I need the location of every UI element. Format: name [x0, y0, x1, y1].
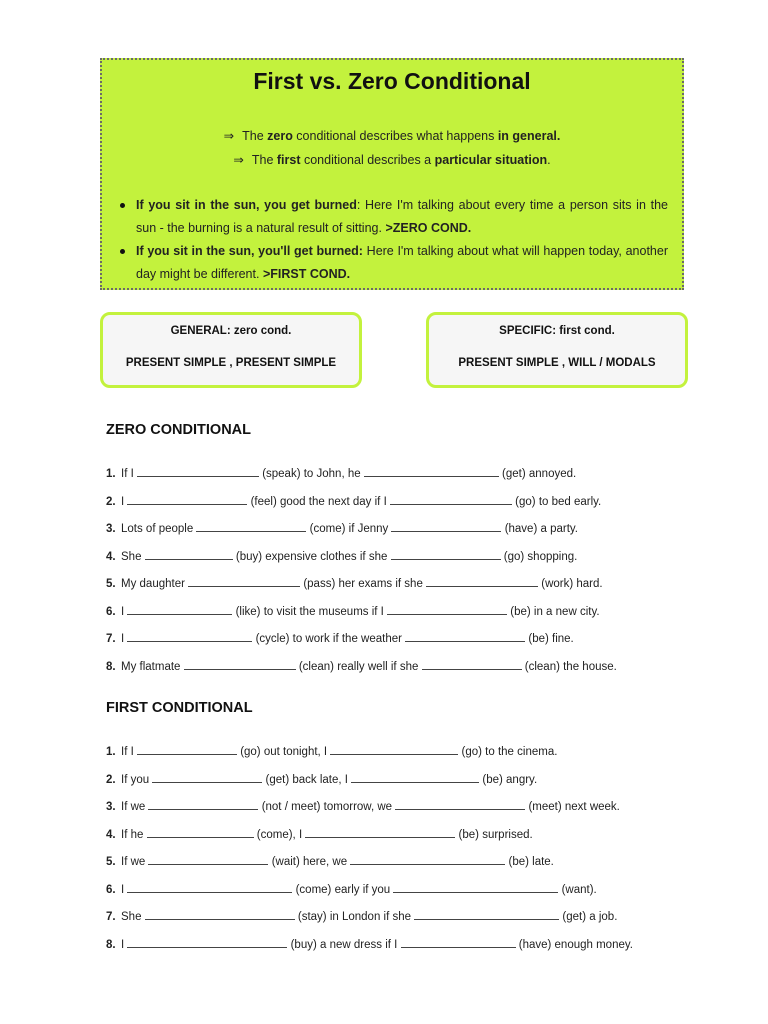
answer-blank[interactable] [395, 797, 525, 810]
exercise-number: 8. [106, 660, 116, 673]
answer-blank[interactable] [393, 880, 558, 893]
example-sentence: If you sit in the sun, you get burned [136, 198, 357, 212]
exercise-text: (cycle) to work if the weather [255, 633, 406, 645]
answer-blank[interactable] [364, 464, 499, 477]
answer-blank[interactable] [127, 880, 292, 893]
definition-text: . [547, 153, 551, 167]
answer-blank[interactable] [184, 657, 296, 670]
answer-blank[interactable] [390, 492, 512, 505]
exercise-text: If I [121, 468, 134, 480]
exercise-text: Lots of people [121, 523, 194, 535]
answer-blank[interactable] [305, 825, 455, 838]
exercise-text: (not / meet) tomorrow, we [261, 801, 396, 813]
answer-blank[interactable] [351, 770, 479, 783]
exercise-text: If he [121, 828, 147, 841]
bullet-icon [120, 249, 125, 254]
rule-box-general [100, 312, 362, 388]
exercise-text: I [121, 495, 128, 508]
example-explanation: : Here I'm talking about every time a person sits in the sun - the burning is a natural result of sitting. [136, 198, 668, 235]
header-box [100, 58, 684, 290]
exercise-text: (buy) expensive clothes if she [235, 550, 388, 563]
exercise-number: 7. [106, 633, 116, 645]
definition-text: conditional describes a [300, 153, 435, 167]
bullet-icon [120, 203, 125, 208]
answer-blank[interactable] [127, 629, 252, 642]
exercise-text: (be) in a new city. [510, 605, 600, 618]
section-heading-zero: ZERO CONDITIONAL [106, 422, 251, 438]
exercise-number: 5. [106, 856, 116, 868]
exercise-number: 4. [106, 828, 116, 841]
exercise-item [106, 489, 676, 517]
exercise-text: (have) enough money. [518, 938, 633, 951]
answer-blank[interactable] [196, 519, 306, 532]
answer-blank[interactable] [387, 602, 507, 615]
exercise-text: I [121, 883, 128, 896]
answer-blank[interactable] [414, 907, 559, 920]
exercise-text: If we [121, 856, 149, 868]
exercise-item [106, 849, 676, 877]
exercise-number: 4. [106, 550, 116, 563]
answer-blank[interactable] [127, 602, 232, 615]
exercise-text: (meet) next week. [528, 801, 620, 813]
definition-text: The [251, 153, 277, 167]
exercise-text: (like) to visit the museums if I [235, 605, 388, 618]
arrow-right-icon: ⇒ [233, 153, 244, 167]
answer-blank[interactable] [330, 742, 458, 755]
arrow-right-icon: ⇒ [223, 129, 235, 143]
answer-blank[interactable] [152, 770, 262, 783]
answer-blank[interactable] [426, 574, 538, 587]
exercise-text: (pass) her exams if she [303, 578, 423, 590]
exercise-number: 3. [106, 801, 116, 813]
rule-box-title: SPECIFIC: first cond. [499, 325, 615, 337]
exercise-text: (wait) here, we [271, 856, 351, 868]
exercise-number: 7. [106, 911, 116, 923]
exercise-text: (speak) to John, he [262, 468, 361, 480]
exercise-item [106, 599, 676, 627]
exercise-text: (feel) good the next day if I [250, 495, 387, 508]
example-bullets [120, 194, 668, 286]
exercise-text: My flatmate [121, 660, 181, 673]
exercise-text: (be) fine. [528, 633, 574, 645]
definition-text: conditional describes what happens [292, 129, 498, 143]
answer-blank[interactable] [405, 629, 525, 642]
exercise-number: 8. [106, 938, 116, 951]
exercise-text: (get) annoyed. [502, 468, 577, 480]
exercise-number: 1. [106, 746, 116, 758]
answer-blank[interactable] [391, 519, 501, 532]
exercise-list-zero [106, 461, 676, 681]
rule-box-form: PRESENT SIMPLE , WILL / MODALS [458, 357, 656, 369]
exercise-number: 3. [106, 523, 116, 535]
exercise-text: (get) back late, I [265, 773, 352, 786]
example-tag: >ZERO COND. [385, 221, 472, 235]
exercise-item [106, 794, 676, 822]
exercise-list-first [106, 739, 676, 959]
example-sentence: If you sit in the sun, you'll get burned: [136, 244, 363, 258]
answer-blank[interactable] [147, 825, 254, 838]
exercise-number: 1. [106, 468, 116, 480]
exercise-text: (clean) the house. [524, 660, 617, 673]
exercise-number: 6. [106, 605, 116, 618]
exercise-text: She [121, 911, 145, 923]
definition-keyword: particular situation [434, 153, 548, 167]
definition-zero [102, 128, 682, 143]
exercise-text: (want). [561, 883, 597, 896]
exercise-number: 2. [106, 495, 116, 508]
exercise-text: She [121, 550, 142, 563]
page-title: First vs. Zero Conditional [253, 68, 531, 94]
exercise-text: I [121, 938, 128, 951]
exercise-text: If we [121, 801, 149, 813]
exercise-item [106, 904, 676, 932]
exercise-text: (clean) really well if she [298, 660, 419, 673]
exercise-text: If I [121, 746, 137, 758]
bullet-first-example [120, 240, 668, 286]
definition-text: The [242, 129, 268, 143]
answer-blank[interactable] [145, 547, 233, 560]
rule-box-form: PRESENT SIMPLE , PRESENT SIMPLE [125, 357, 337, 369]
exercise-text: If you [121, 773, 153, 786]
answer-blank[interactable] [422, 657, 522, 670]
exercise-item [106, 571, 676, 599]
definition-keyword: in general. [497, 129, 561, 143]
exercise-text: My daughter [121, 578, 189, 590]
exercise-item [106, 626, 676, 654]
exercise-item [106, 544, 676, 572]
exercise-text: (go) out tonight, I [240, 746, 331, 758]
exercise-text: (come) if Jenny [309, 523, 389, 535]
exercise-text: I [121, 633, 128, 645]
answer-blank[interactable] [148, 852, 268, 865]
answer-blank[interactable] [188, 574, 300, 587]
exercise-text: (be) angry. [482, 773, 538, 786]
exercise-item [106, 822, 676, 850]
answer-blank[interactable] [137, 464, 259, 477]
answer-blank[interactable] [148, 797, 258, 810]
bullet-zero-example [120, 194, 668, 240]
exercise-text: (work) hard. [541, 578, 603, 590]
exercise-text: (come), I [256, 828, 306, 841]
exercise-item [106, 767, 676, 795]
definition-keyword: zero [267, 129, 293, 143]
exercise-text: (buy) a new dress if I [290, 938, 401, 951]
definition-keyword: first [276, 153, 301, 167]
exercise-text: (be) late. [508, 856, 554, 868]
exercise-item [106, 654, 676, 682]
exercise-item [106, 877, 676, 905]
exercise-number: 2. [106, 773, 116, 786]
exercise-item [106, 739, 676, 767]
rule-box-specific [426, 312, 688, 388]
answer-blank[interactable] [137, 742, 237, 755]
exercise-text: (go) to the cinema. [461, 746, 558, 758]
exercise-text: (get) a job. [562, 911, 618, 923]
example-tag: >FIRST COND. [262, 267, 351, 281]
exercise-item [106, 516, 676, 544]
exercise-text: (go) shopping. [503, 550, 578, 563]
exercise-text: (stay) in London if she [297, 911, 415, 923]
exercise-item [106, 461, 676, 489]
answer-blank[interactable] [127, 492, 247, 505]
exercise-text: I [121, 605, 128, 618]
answer-blank[interactable] [401, 935, 516, 948]
exercise-text: (have) a party. [504, 523, 578, 535]
exercise-text: (come) early if you [295, 883, 394, 896]
answer-blank[interactable] [145, 907, 295, 920]
answer-blank[interactable] [350, 852, 505, 865]
exercise-text: (be) surprised. [458, 828, 533, 841]
exercise-number: 6. [106, 883, 116, 896]
exercise-text: (go) to bed early. [515, 495, 602, 508]
answer-blank[interactable] [127, 935, 287, 948]
exercise-item [106, 932, 676, 960]
definition-first [102, 152, 682, 167]
answer-blank[interactable] [391, 547, 501, 560]
example-explanation: Here I'm talking about what will happen today, another day might be different. [136, 244, 668, 281]
rule-box-title: GENERAL: zero cond. [170, 325, 292, 337]
exercise-number: 5. [106, 578, 116, 590]
section-heading-first: FIRST CONDITIONAL [106, 700, 253, 716]
